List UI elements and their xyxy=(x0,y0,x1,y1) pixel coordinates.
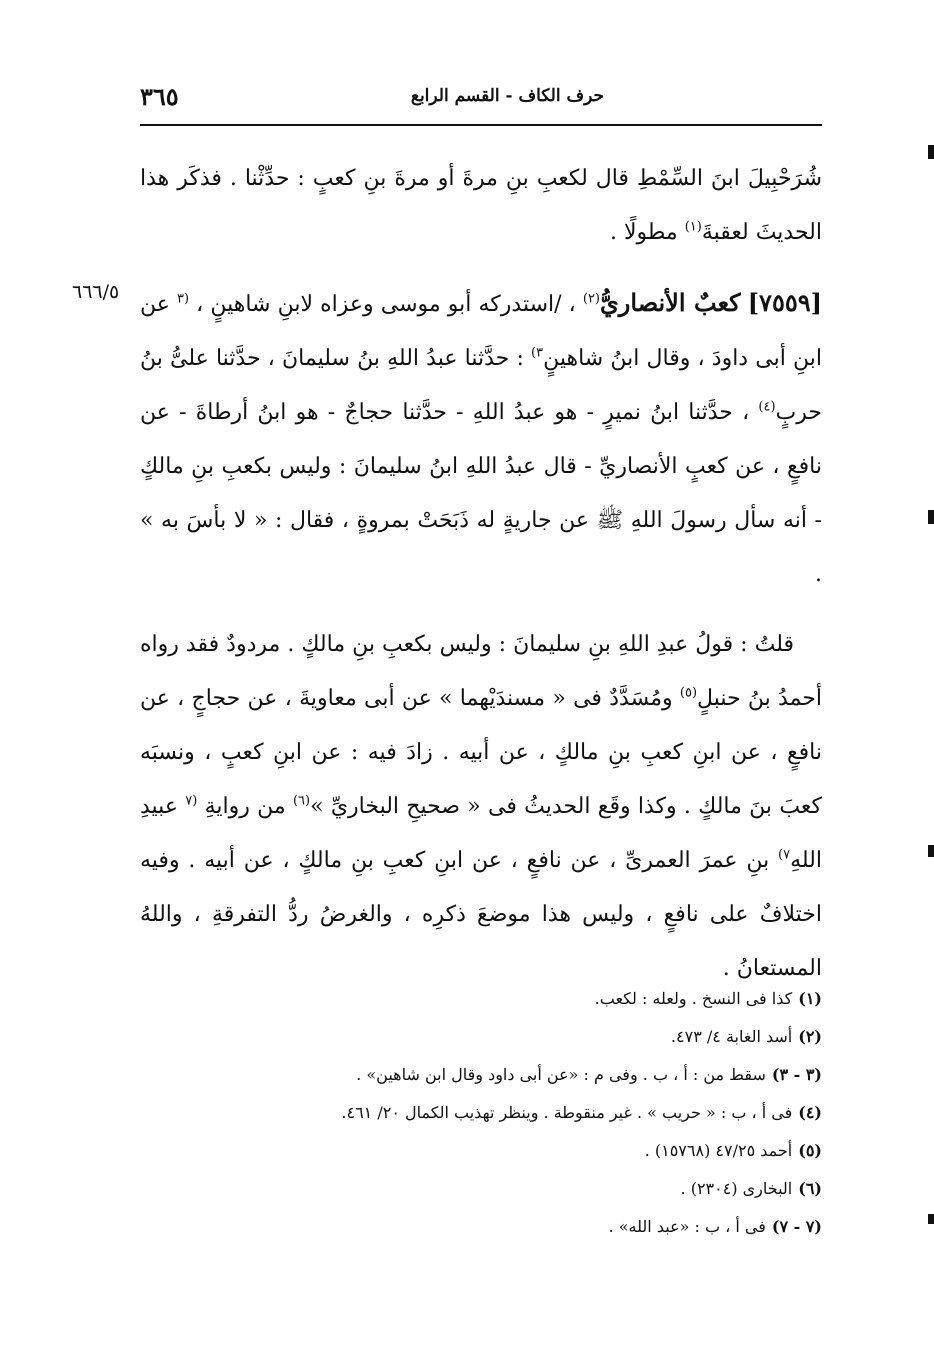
footnotes xyxy=(140,980,822,1246)
footnote-text: أحمد ٤٧/٢٥ (١٥٧٦٨) . xyxy=(644,1141,793,1160)
footnote-number: (٢) xyxy=(798,1027,822,1046)
footnote xyxy=(140,1056,822,1094)
scan-edge-mark xyxy=(928,145,934,159)
continuation-paragraph xyxy=(140,152,822,260)
footnote xyxy=(140,1018,822,1056)
entry-number: [٧٥٥٩] xyxy=(747,288,822,317)
entry-text-4: ، حدَّثنا ابنُ نميرٍ - هو عبدُ اللهِ - حدَّثنا حجاجٌ - هو ابنُ أرطاةَ - عن نافعٍ ، عن كعبٍ الأنصاريِّ - قال عبدُ اللهِ ابنُ سليمانَ : وليس بكعبِ بنِ مالكٍ - أنه سأل رسولَ اللهِ ﷺ عن جاريةٍ له ذَبَحَتْ بمروةٍ ، فقال : « لا بأسَ به » . xyxy=(140,400,823,587)
page-header xyxy=(140,82,822,116)
footnote-marker-6: (٦) xyxy=(292,793,311,809)
comment-text-3: من روايةِ xyxy=(204,794,293,819)
footnote-text: سقط من : أ ، ب . وفى م : «عن أبى داود وقال ابن شاهين» . xyxy=(356,1065,766,1084)
footnote xyxy=(140,1094,822,1132)
comment-text-5: بنِ عمرَ العمرىِّ ، عن نافعٍ ، عن ابنِ كعبِ بنِ مالكٍ ، عن أبيه . وفيه اختلافٌ على نافعٍ ، وليس هذا موضعَ ذكرِه ، والغرضُ ردُّ التفرقةِ ، واللهُ المستعانُ . xyxy=(140,848,822,981)
continuation-text: شُرَحْبِيلَ ابنَ السِّمْطِ قال لكعبِ بنِ مرةَ أو مرةَ بنِ كعبٍ : حدِّثْنا . فذكَر هذا الحديثَ لعقبةَ xyxy=(140,166,822,245)
comment-paragraph xyxy=(140,618,822,996)
footnote-text: أسد الغابة ٤/ ٤٧٣. xyxy=(670,1027,793,1046)
footnote-text: فى أ ، ب : « حريب » . غير منقوطة . وينظر تهذيب الكمال ٢٠/ ٤٦١. xyxy=(341,1103,793,1122)
footnote-text: كذا فى النسخ . ولعله : لكعب. xyxy=(594,989,793,1008)
footnote xyxy=(140,1170,822,1208)
footnote-number: (٥) xyxy=(798,1141,822,1160)
footnote-marker-7-close: ٧) xyxy=(778,847,791,863)
footnote-marker-3-open: (٣ xyxy=(176,291,190,307)
scan-edge-mark xyxy=(928,845,934,857)
comment-text-2: ومُسَدَّدٌ فى « مسندَيْهما » عن أبى معاويةَ ، عن حجاجٍ ، عن نافعٍ ، عن ابنِ كعبِ بنِ مالكٍ ، عن أبيه . زادَ فيه : عن ابنِ كعبٍ ، ونسبَه كعبَ بنَ مالكٍ . وكذا وقَع الحديثُ فى « صحيحِ البخاريِّ » xyxy=(140,686,823,819)
footnote xyxy=(140,1132,822,1170)
footnote-marker-7-open: (٧ xyxy=(185,793,198,809)
footnote-number: (٦) xyxy=(798,1179,822,1198)
entry-text-3: : حدَّثنا عبدُ اللهِ بنُ سليمانَ ، حدَّثنا علىُّ بنُ حربٍ xyxy=(140,346,822,425)
entry-text-2: عن ابنِ أبى داودَ ، وقال ابنُ شاهينٍ xyxy=(140,292,822,371)
footnote-marker-4: (٤) xyxy=(758,399,776,415)
footnote-marker-2: (٢) xyxy=(582,291,600,307)
footnote-number: (٧ - ٧) xyxy=(771,1217,822,1236)
footnote-number: (٣ - ٣) xyxy=(771,1065,822,1084)
footnote-text: فى أ ، ب : «عبد الله» . xyxy=(608,1217,766,1236)
header-rule xyxy=(140,124,822,126)
entry-name: كعبٌ الأنصاريُّ xyxy=(600,288,741,317)
continuation-end: مطولًا . xyxy=(609,220,685,245)
footnote-number: (٤) xyxy=(798,1103,822,1122)
scan-edge-mark xyxy=(928,1214,934,1224)
scan-edge-mark xyxy=(928,510,934,524)
margin-reference: ٦٦٦/٥ xyxy=(72,281,120,303)
comment-text-1: قلتُ : قولُ عبدِ اللهِ بنِ سليمانَ : وليس بكعبِ بنِ مالكٍ . مردودٌ فقد رواه أحمدُ بنُ حنبلٍ xyxy=(140,632,823,711)
footnote-marker-3-close: ٣) xyxy=(531,345,544,361)
footnote-marker-1: (١) xyxy=(684,219,702,235)
footnote-marker-5: (٥) xyxy=(679,685,698,701)
footnote xyxy=(140,1208,822,1246)
footnote-number: (١) xyxy=(798,989,822,1008)
running-title: حرف الكاف - القسم الرابع xyxy=(410,86,604,106)
main-text xyxy=(140,152,822,996)
entry-text-1: ، /استدركه أبو موسى وعزاه لابنِ شاهينٍ ، xyxy=(196,292,583,317)
footnote xyxy=(140,980,822,1018)
page-number: ٣٦٥ xyxy=(140,82,179,111)
comment-text-4: عبيدِ اللهِ xyxy=(140,794,822,873)
footnote-text: البخارى (٢٣٠٤) . xyxy=(680,1179,793,1198)
entry-paragraph xyxy=(140,276,822,602)
